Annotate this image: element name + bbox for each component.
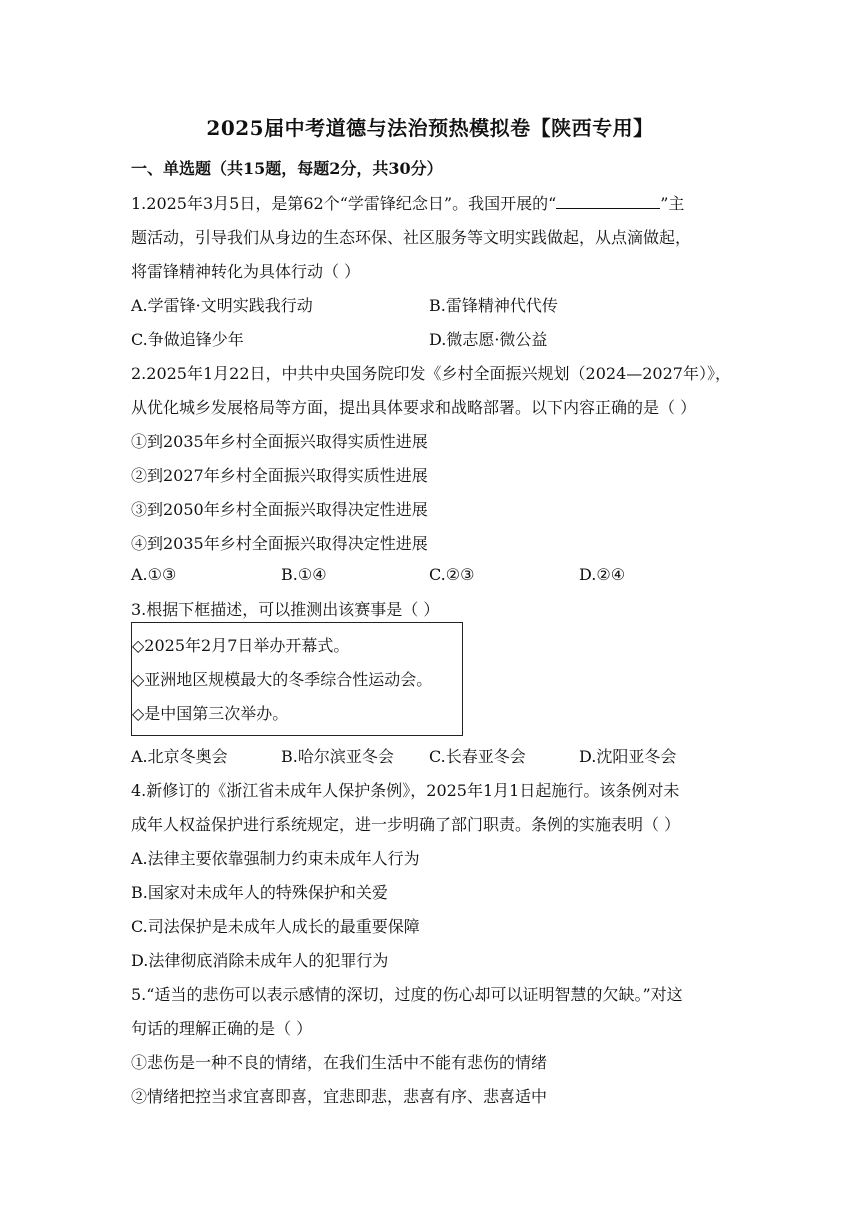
section-heading: 一、单选题（共15题，每题2分，共30分） xyxy=(131,159,443,178)
q3-box-line-3: ◇是中国第三次举办。 xyxy=(132,704,289,723)
q3-box-line-2: ◇亚洲地区规模最大的冬季综合性运动会。 xyxy=(132,670,433,689)
question-1-line-2: 题活动，引导我们从身边的生态环保、社区服务等文明实践做起，从点滴做起， xyxy=(131,228,692,247)
q4-option-b: B.国家对未成年人的特殊保护和关爱 xyxy=(131,883,388,902)
q2-option-d: D.②④ xyxy=(579,565,626,584)
q2-item-3: ③到2050年乡村全面振兴取得决定性进展 xyxy=(131,500,428,519)
q4-option-d: D.法律彻底消除未成年人的犯罪行为 xyxy=(131,951,389,970)
q1-option-d: D.微志愿·微公益 xyxy=(429,330,548,349)
q2-option-c: C.②③ xyxy=(429,565,475,584)
q1-option-b: B.雷锋精神代代传 xyxy=(429,296,558,315)
q5-item-2: ②情绪把控当求宜喜即喜，宜悲即悲，悲喜有序、悲喜适中 xyxy=(131,1087,548,1106)
q2-option-b: B.①④ xyxy=(281,565,327,584)
question-2-line-1: 2.2025年1月22日，中共中央国务院印发《乡村全面振兴规划（2024—2027年）》， xyxy=(131,364,731,383)
fill-blank xyxy=(556,194,660,209)
question-1-line-3: 将雷锋精神转化为具体行动（ ） xyxy=(131,262,361,281)
q3-option-d: D.沈阳亚冬会 xyxy=(579,747,677,766)
question-5-line-2: 句话的理解正确的是（ ） xyxy=(131,1019,313,1038)
q1-option-c: C.争做追锋少年 xyxy=(131,330,244,349)
question-1-line-1 xyxy=(131,191,684,214)
q2-item-2: ②到2027年乡村全面振兴取得实质性进展 xyxy=(131,466,428,485)
q3-box-line-1: ◇2025年2月7日举办开幕式。 xyxy=(132,636,350,655)
q2-option-a: A.①③ xyxy=(131,565,177,584)
q3-info-box xyxy=(131,622,463,736)
question-5-line-1: 5.“适当的悲伤可以表示感情的深切，过度的伤心却可以证明智慧的欠缺。”对这 xyxy=(131,985,683,1004)
question-3-stem: 3.根据下框描述，可以推测出该赛事是（ ） xyxy=(131,600,440,619)
q4-option-c: C.司法保护是未成年人成长的最重要保障 xyxy=(131,917,420,936)
q3-option-c: C.长春亚冬会 xyxy=(429,747,526,766)
question-1-text-a: 1.2025年3月5日，是第62个“学雷锋纪念日”。我国开展的“ xyxy=(131,194,557,213)
page-title: 2025届中考道德与法治预热模拟卷【陕西专用】 xyxy=(206,116,654,140)
q3-option-a: A.北京冬奥会 xyxy=(131,747,228,766)
q4-option-a: A.法律主要依靠强制力约束未成年人行为 xyxy=(131,849,420,868)
question-1-text-b: ”主 xyxy=(660,194,685,213)
question-4-line-1: 4.新修订的《浙江省未成年人保护条例》，2025年1月1日起施行。该条例对未 xyxy=(131,781,680,800)
q3-option-b: B.哈尔滨亚冬会 xyxy=(281,747,394,766)
q2-item-4: ④到2035年乡村全面振兴取得决定性进展 xyxy=(131,534,428,553)
q5-item-1: ①悲伤是一种不良的情绪，在我们生活中不能有悲伤的情绪 xyxy=(131,1053,548,1072)
question-2-line-2: 从优化城乡发展格局等方面，提出具体要求和战略部署。以下内容正确的是（ ） xyxy=(131,398,697,417)
question-4-line-2: 成年人权益保护进行系统规定，进一步明确了部门职责。条例的实施表明（ ） xyxy=(131,815,681,834)
q2-item-1: ①到2035年乡村全面振兴取得实质性进展 xyxy=(131,432,428,451)
q1-option-a: A.学雷锋·文明实践我行动 xyxy=(131,296,313,315)
